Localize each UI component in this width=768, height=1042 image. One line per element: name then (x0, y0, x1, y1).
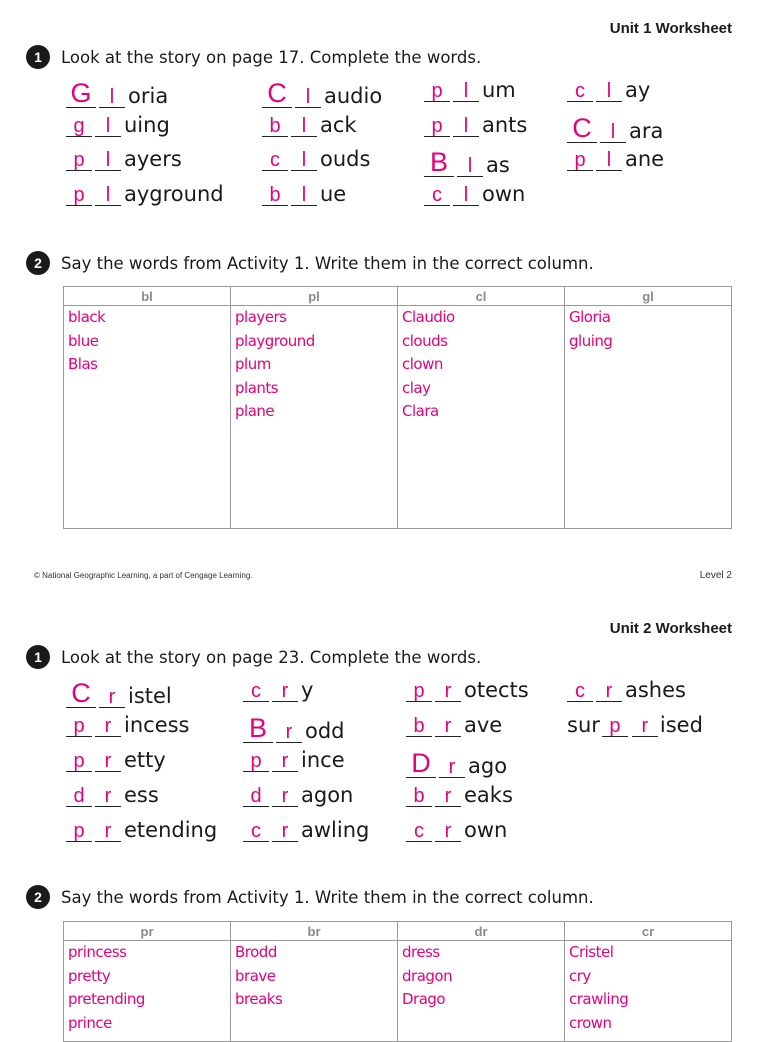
word-completion-item (66, 115, 170, 137)
word-ending: awling (301, 818, 370, 842)
word-ending: ess (124, 783, 159, 807)
word-completion-item (243, 785, 353, 807)
word-ending: own (482, 182, 526, 206)
filled-letter-blank[interactable]: r (95, 751, 121, 772)
word-completion-item (262, 80, 382, 108)
column-header: br (231, 922, 398, 941)
activity-number-badge: 1 (26, 645, 50, 669)
sorted-word: players (235, 308, 287, 326)
word-completion-item (66, 785, 159, 807)
filled-letter-blank[interactable]: c (243, 681, 269, 702)
filled-letter-blank[interactable]: p (66, 751, 92, 772)
word-ending: etty (124, 748, 166, 772)
filled-letter-blank[interactable]: r (435, 681, 461, 702)
filled-letter-blank[interactable]: r (596, 681, 622, 702)
instruction-text: Look at the story on page 23. Complete the words. (61, 647, 482, 667)
filled-letter-blank[interactable]: p (243, 751, 269, 772)
filled-letter-blank[interactable]: p (602, 716, 628, 737)
column-cell[interactable] (398, 306, 565, 529)
unit2-title: Unit 2 Worksheet (609, 620, 732, 637)
word-ending: incess (124, 713, 190, 737)
filled-letter-blank[interactable]: b (262, 116, 288, 137)
filled-letter-blank[interactable]: l (295, 87, 321, 108)
instruction-text: Say the words from Activity 1. Write them in the correct column. (61, 253, 594, 273)
filled-letter-blank[interactable]: D (406, 750, 436, 778)
word-completion-item (424, 115, 527, 137)
word-ending: ayground (124, 182, 224, 206)
word-ending: ay (625, 78, 651, 102)
word-ending: ants (482, 113, 528, 137)
word-ending: audio (324, 84, 383, 108)
word-ending: ane (625, 147, 665, 171)
word-completion-item (262, 184, 346, 206)
word-completion-item (243, 680, 313, 702)
word-ending: oria (128, 84, 169, 108)
word-completion-item (66, 715, 190, 737)
word-ending: ayers (124, 147, 182, 171)
filled-letter-blank[interactable]: l (291, 116, 317, 137)
sorted-word: plane (235, 402, 275, 420)
filled-letter-blank[interactable]: r (95, 821, 121, 842)
word-ending: istel (128, 684, 172, 708)
column-cell[interactable] (231, 306, 398, 529)
word-ending: ack (320, 113, 357, 137)
filled-letter-blank[interactable]: l (453, 185, 479, 206)
sorted-word: plants (235, 378, 279, 397)
sorted-word: blue (68, 331, 99, 350)
filled-letter-blank[interactable]: l (95, 116, 121, 137)
filled-letter-blank[interactable]: r (435, 821, 461, 842)
filled-letter-blank[interactable]: r (272, 786, 298, 807)
word-completion-item (406, 785, 513, 807)
filled-letter-blank[interactable]: p (66, 185, 92, 206)
word-ending: ave (464, 713, 503, 737)
column-cell[interactable] (565, 941, 732, 1042)
filled-letter-blank[interactable]: l (95, 185, 121, 206)
sorted-word: Gloria (569, 308, 611, 326)
level-label: Level 2 (699, 570, 732, 581)
table-header-row (64, 922, 732, 941)
word-completion-item (424, 184, 525, 206)
filled-letter-blank[interactable]: l (291, 150, 317, 171)
unit2-activity1-instruction (26, 645, 481, 669)
unit1-activity1-instruction (26, 45, 481, 69)
column-cell[interactable] (231, 941, 398, 1042)
sorted-word: crawling (569, 990, 629, 1008)
filled-letter-blank[interactable]: r (272, 821, 298, 842)
word-completion-item (567, 80, 650, 102)
column-cell[interactable] (64, 941, 231, 1042)
filled-letter-blank[interactable]: r (435, 786, 461, 807)
column-header: cl (398, 287, 565, 306)
sorted-word: dragon (402, 966, 453, 985)
word-completion-item (567, 115, 663, 143)
filled-letter-blank[interactable]: r (276, 722, 302, 743)
filled-letter-blank[interactable]: r (99, 687, 125, 708)
sorted-word: Cristel (569, 943, 614, 961)
filled-letter-blank[interactable]: p (66, 821, 92, 842)
word-completion-item (243, 715, 345, 743)
word-ending: uing (124, 113, 170, 137)
word-ending: ue (320, 182, 347, 206)
word-completion-item (567, 715, 703, 737)
filled-letter-blank[interactable]: B (424, 149, 454, 177)
filled-letter-blank[interactable]: p (424, 81, 450, 102)
filled-letter-blank[interactable]: r (439, 757, 465, 778)
word-ending: otects (464, 678, 529, 702)
sorted-word: playground (235, 331, 315, 350)
word-ending: own (464, 818, 508, 842)
sorted-word: gluing (569, 331, 613, 350)
word-ending: ashes (625, 678, 686, 702)
unit1-sorting-table (63, 286, 732, 529)
filled-letter-blank[interactable]: l (453, 116, 479, 137)
copyright-notice: © National Geographic Learning, a part of Cengage Learning. (34, 571, 253, 580)
table-header-row (64, 287, 732, 306)
filled-letter-blank[interactable]: b (406, 716, 432, 737)
column-header: pl (231, 287, 398, 306)
filled-letter-blank[interactable]: d (243, 786, 269, 807)
filled-letter-blank[interactable]: r (272, 751, 298, 772)
column-header: dr (398, 922, 565, 941)
sorted-word: cry (569, 966, 591, 985)
sorted-word: Brodd (235, 943, 277, 961)
activity-number-badge: 1 (26, 45, 50, 69)
filled-letter-blank[interactable]: r (272, 681, 298, 702)
word-completion-item (66, 680, 172, 708)
word-completion-item (406, 715, 502, 737)
column-header: gl (565, 287, 732, 306)
filled-letter-blank[interactable]: l (457, 156, 483, 177)
sorted-word: Blas (68, 355, 98, 373)
filled-letter-blank[interactable]: C (262, 80, 292, 108)
filled-letter-blank[interactable]: r (632, 716, 658, 737)
word-completion-item (243, 820, 369, 842)
word-ending: agon (301, 783, 354, 807)
filled-letter-blank[interactable]: c (243, 821, 269, 842)
sorted-word: crown (569, 1013, 612, 1032)
sorted-word: black (68, 308, 106, 326)
filled-letter-blank[interactable]: p (66, 150, 92, 171)
word-completion-item (567, 149, 664, 171)
word-ending: eaks (464, 783, 513, 807)
word-completion-item (424, 149, 510, 177)
filled-letter-blank[interactable]: c (406, 821, 432, 842)
word-ending: as (486, 153, 510, 177)
sorted-word: breaks (235, 990, 283, 1008)
sorted-word: clown (402, 355, 443, 373)
table-row (64, 941, 732, 1042)
filled-letter-blank[interactable]: G (66, 80, 96, 108)
word-completion-item (66, 820, 217, 842)
filled-letter-blank[interactable]: l (291, 185, 317, 206)
word-ending: ised (659, 713, 703, 737)
column-header: pr (64, 922, 231, 941)
sorted-word: clay (402, 378, 431, 397)
sorted-word: clouds (402, 331, 448, 350)
word-completion-item (66, 750, 166, 772)
word-completion-item (66, 184, 224, 206)
word-completion-item (406, 680, 529, 702)
filled-letter-blank[interactable]: l (596, 81, 622, 102)
word-ending: ince (301, 748, 345, 772)
word-completion-item (262, 149, 370, 171)
filled-letter-blank[interactable]: p (406, 681, 432, 702)
word-completion-item (406, 820, 507, 842)
word-ending: odd (305, 719, 345, 743)
activity-number-badge: 2 (26, 251, 50, 275)
filled-letter-blank[interactable]: l (95, 150, 121, 171)
filled-letter-blank[interactable]: p (66, 716, 92, 737)
filled-letter-blank[interactable]: p (567, 150, 593, 171)
filled-letter-blank[interactable]: r (95, 786, 121, 807)
word-ending: um (482, 78, 516, 102)
word-ending: ago (468, 754, 508, 778)
word-ending: etending (124, 818, 218, 842)
filled-letter-blank[interactable]: r (95, 716, 121, 737)
word-completion-item (424, 80, 516, 102)
filled-letter-blank[interactable]: p (424, 116, 450, 137)
filled-letter-blank[interactable]: l (453, 81, 479, 102)
unit1-activity2-instruction (26, 251, 594, 275)
filled-letter-blank[interactable]: B (243, 715, 273, 743)
word-completion-item (66, 149, 182, 171)
word-completion-item (406, 750, 507, 778)
word-completion-item (66, 80, 168, 108)
sorted-word: dress (402, 943, 440, 961)
sorted-word: princess (68, 943, 127, 961)
unit1-title: Unit 1 Worksheet (609, 20, 732, 37)
word-ending: ara (629, 119, 664, 143)
sorted-word: plum (235, 355, 271, 373)
instruction-text: Look at the story on page 17. Complete the words. (61, 47, 482, 67)
word-completion-item (262, 115, 357, 137)
word-completion-item (243, 750, 345, 772)
word-ending: ouds (320, 147, 371, 171)
filled-letter-blank[interactable]: l (600, 122, 626, 143)
column-cell[interactable] (565, 306, 732, 529)
sorted-word: pretty (68, 966, 111, 985)
column-cell[interactable] (64, 306, 231, 529)
filled-letter-blank[interactable]: c (567, 681, 593, 702)
word-completion-item (567, 680, 686, 702)
filled-letter-blank[interactable]: b (406, 786, 432, 807)
filled-letter-blank[interactable]: c (567, 81, 593, 102)
instruction-text: Say the words from Activity 1. Write them in the correct column. (61, 887, 594, 907)
filled-letter-blank[interactable]: C (66, 680, 96, 708)
filled-letter-blank[interactable]: l (596, 150, 622, 171)
sorted-word: brave (235, 966, 276, 985)
table-row (64, 306, 732, 529)
filled-letter-blank[interactable]: l (99, 87, 125, 108)
sorted-word: prince (68, 1013, 112, 1032)
unit2-activity2-instruction (26, 885, 594, 909)
column-header: bl (64, 287, 231, 306)
filled-letter-blank[interactable]: b (262, 185, 288, 206)
filled-letter-blank[interactable]: g (66, 116, 92, 137)
sorted-word: Drago (402, 990, 446, 1008)
filled-letter-blank[interactable]: C (567, 115, 597, 143)
filled-letter-blank[interactable]: c (262, 150, 288, 171)
activity-number-badge: 2 (26, 885, 50, 909)
filled-letter-blank[interactable]: r (435, 716, 461, 737)
filled-letter-blank[interactable]: d (66, 786, 92, 807)
word-ending: y (301, 678, 314, 702)
column-header: cr (565, 922, 732, 941)
column-cell[interactable] (398, 941, 565, 1042)
sorted-word: Clara (402, 402, 439, 420)
sorted-word: pretending (68, 990, 145, 1008)
filled-letter-blank[interactable]: c (424, 185, 450, 206)
word-prefix: sur (567, 713, 600, 737)
sorted-word: Claudio (402, 308, 455, 326)
